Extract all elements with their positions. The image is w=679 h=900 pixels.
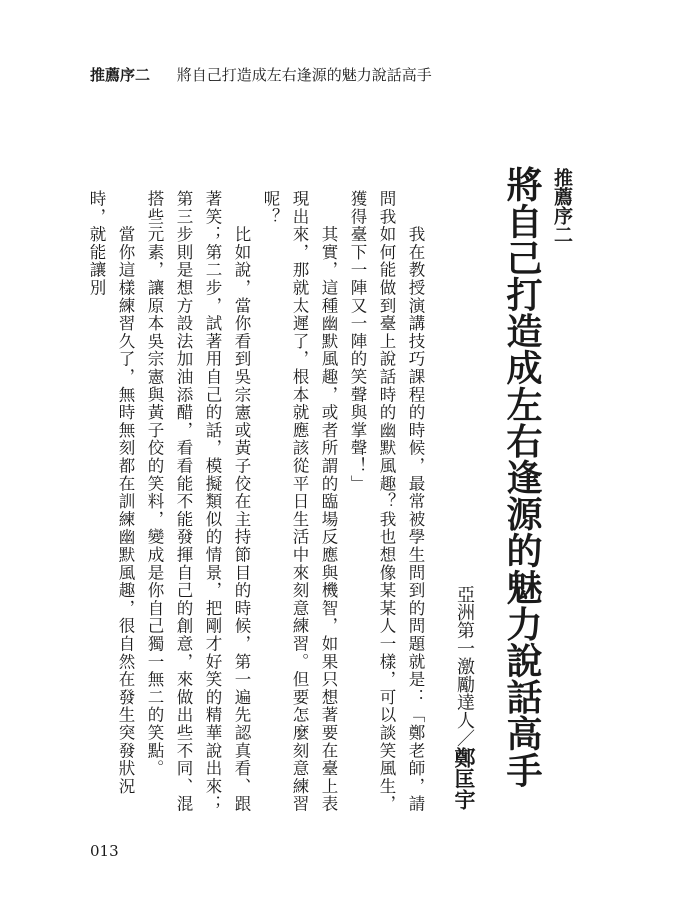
series-label: 推薦序二: [551, 168, 573, 244]
running-header-title: 將自己打造成左右逢源的魅力說話高手: [176, 66, 432, 84]
byline-author: 鄭匡宇: [452, 747, 476, 810]
body-text: [82, 190, 430, 820]
body-paragraph: 當你這樣練習久了，無時無刻都在訓練幽默風趣，很自然在發生突發狀況時，就能讓別: [87, 190, 135, 796]
body-paragraph: 比如說，當你看到吳宗憲或黃子佼在主持節目的時候，第一遍先認真看、跟著笑；第二步，試著用自己的話，模擬類似的情景，把剛才好笑的精華說出來；第三步則是想方設法加油添醋，看看能不能發揮自己的創意，來做出些不同、混搭些元素，讓原本吳宗憲與黃子佼的笑料，變成是你自己獨一無二的笑點。: [145, 190, 251, 813]
byline: [452, 585, 476, 810]
page-number: 013: [90, 842, 119, 860]
byline-role: 亞洲第一激勵達人／: [454, 585, 475, 747]
running-header-label: 推薦序二: [90, 66, 151, 84]
page-title: 將自己打造成左右逢源的魅力說話高手: [501, 166, 542, 789]
body-paragraph: 我在教授演講技巧課程的時候，最常被學生問到的問題就是：「鄭老師，請問我如何能做到臺上說話時的幽默風趣？我也想像某某人一樣，可以談笑風生，獲得臺下一陣又一陣的笑聲與掌聲！」: [348, 190, 425, 813]
running-header: [90, 64, 432, 85]
body-paragraph: 其實，這種幽默風趣，或者所謂的臨場反應與機智，如果只想著要在臺上表現出來，那就太遲了，根本就應該從平日生活中來刻意練習。但要怎麼刻意練習呢？: [261, 190, 338, 813]
